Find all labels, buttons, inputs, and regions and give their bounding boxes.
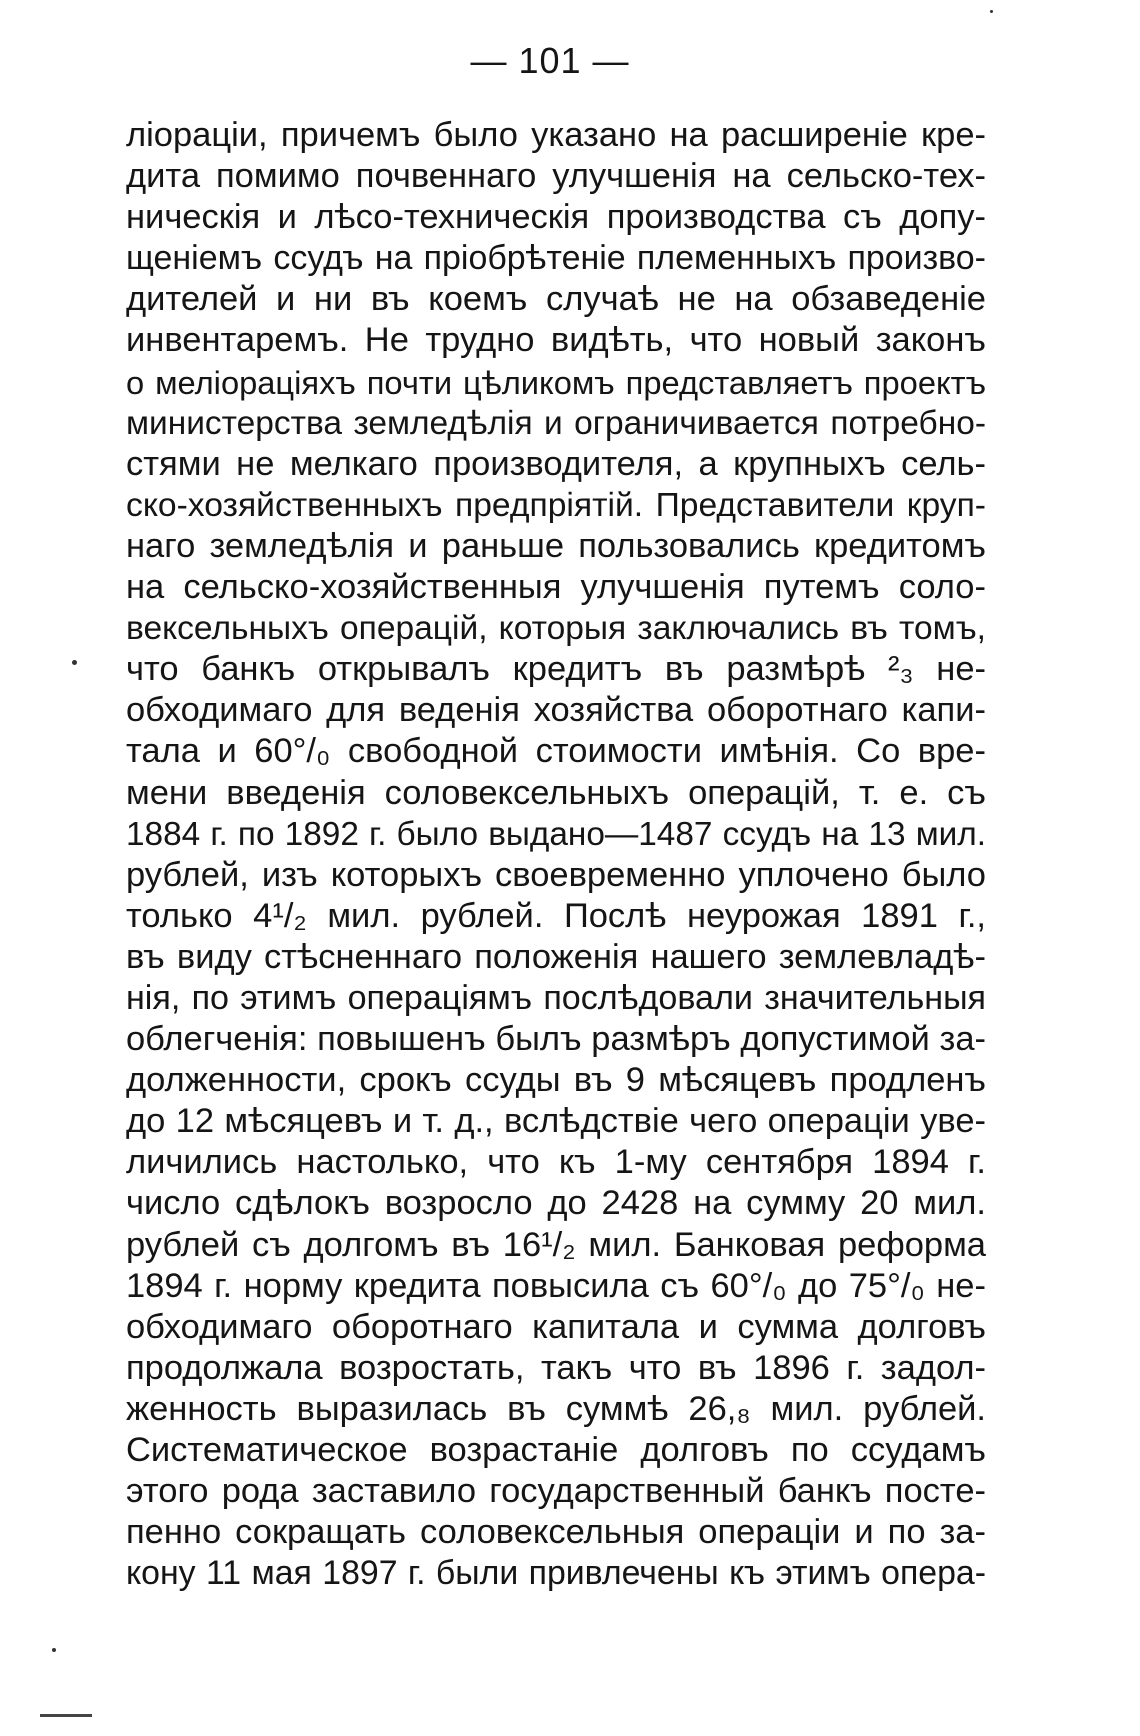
text-line: дителей и ни въ коемъ случаѣ не на обзаведеніе: [126, 280, 986, 319]
text-line: тала и 60°/₀ свободной стоимости имѣнія. Со вре-: [126, 732, 986, 771]
page-number: — 101 —: [470, 40, 630, 81]
text-line: наго земледѣлія и раньше пользовались кредитомъ: [126, 526, 986, 565]
text-line: 1894 г. норму кредита повысила съ 60°/₀ до 75°/₀ не-: [126, 1266, 986, 1305]
scan-speck: [990, 10, 993, 13]
text-line: стями не мелкаго производителя, а крупныхъ сель-: [126, 444, 986, 483]
text-line: дита помимо почвеннаго улучшенія на сельско-тех-: [126, 157, 986, 196]
text-line: рублей съ долгомъ въ 16¹/₂ мил. Банковая реформа: [126, 1225, 986, 1264]
text-line: о меліораціяхъ почти цѣликомъ представляетъ проектъ: [126, 363, 986, 401]
scan-speck: [72, 660, 77, 665]
text-line: до 12 мѣсяцевъ и т. д., вслѣдствіе чего операціи уве-: [126, 1102, 986, 1141]
scan-speck: [52, 1648, 56, 1652]
text-line: число сдѣлокъ возросло до 2428 на сумму 20 мил.: [126, 1184, 986, 1223]
text-line: этого рода заставило государственный банкъ посте-: [126, 1472, 986, 1511]
text-line: продолжала возростать, такъ что въ 1896 г. задол-: [126, 1348, 986, 1387]
text-line: пенно сокращать соловексельныя операціи и по за-: [126, 1513, 986, 1552]
body-text: [126, 115, 986, 1594]
text-line: ско-хозяйственныхъ предпріятій. Представители круп-: [126, 486, 986, 524]
text-line: Систематическое возрастаніе долговъ по ссудамъ: [126, 1431, 986, 1469]
text-line: рублей, изъ которыхъ своевременно уплочено было: [126, 855, 986, 894]
text-line: ліораціи, причемъ было указано на расширеніе кре-: [126, 116, 986, 154]
text-line: инвентаремъ. Не трудно видѣть, что новый законъ: [126, 321, 986, 360]
text-line: облегченія: повышенъ былъ размѣръ допустимой за-: [126, 1020, 986, 1059]
text-line: въ виду стѣсненнаго положенія нашего землевладѣ-: [126, 937, 986, 976]
text-line: личились настолько, что къ 1-му сентября 1894 г.: [126, 1143, 986, 1182]
text-line: щеніемъ ссудъ на пріобрѣтеніе племенныхъ произво-: [126, 239, 986, 278]
text-line: на сельско-хозяйственныя улучшенія путемъ соло-: [126, 568, 986, 607]
text-line: ническія и лѣсо-техническія производства съ допу-: [126, 198, 986, 237]
text-line: женность выразилась въ суммѣ 26,₈ мил. рублей.: [126, 1389, 986, 1428]
text-line: что банкъ открывалъ кредитъ въ размѣрѣ ²₃ не-: [126, 650, 986, 689]
text-line: обходимаго для веденія хозяйства оборотнаго капи-: [126, 691, 986, 730]
text-line: 1884 г. по 1892 г. было выдано—1487 ссудъ на 13 мил.: [126, 815, 986, 853]
text-line: долженности, срокъ ссуды въ 9 мѣсяцевъ продленъ: [126, 1061, 986, 1100]
scan-smudge: [40, 1714, 92, 1717]
text-line: нія, по этимъ операціямъ послѣдовали значительныя: [126, 978, 986, 1017]
text-line: только 4¹/₂ мил. рублей. Послѣ неурожая 1891 г.,: [126, 896, 986, 935]
text-line: обходимаго оборотнаго капитала и сумма долговъ: [126, 1307, 986, 1346]
text-line: мени введенія соловексельныхъ операцій, т. е. съ: [126, 773, 986, 812]
text-line: министерства земледѣлія и ограничивается потребно-: [126, 404, 986, 442]
text-line: кону 11 мая 1897 г. были привлечены къ этимъ опера-: [126, 1554, 986, 1593]
text-line: вексельныхъ операцій, которыя заключались въ томъ,: [126, 610, 986, 648]
